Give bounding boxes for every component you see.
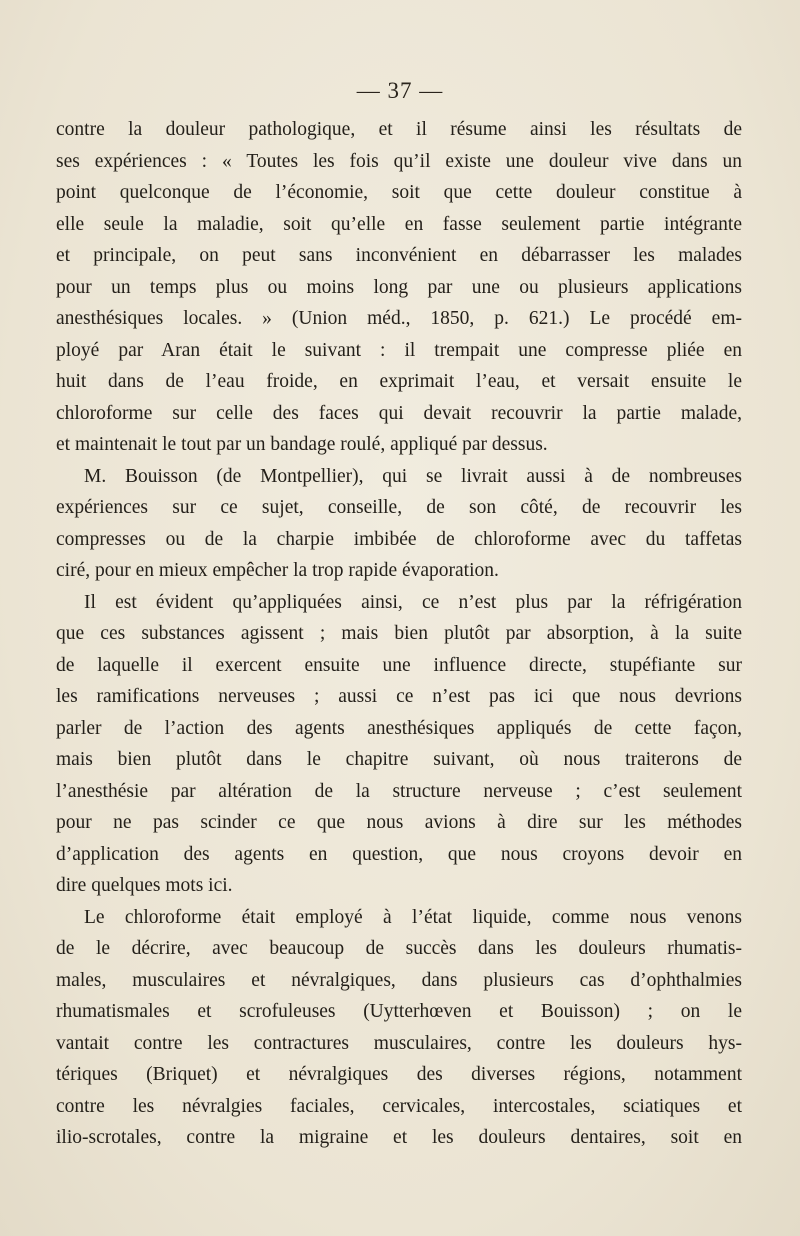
text-line: Le chloroforme était employé à l’état liquide, comme nous venons <box>84 906 742 928</box>
text-line: pour ne pas scinder ce que nous avions à dire sur les méthodes <box>56 812 742 833</box>
body-text <box>56 114 742 1154</box>
text-line: ses expériences : « Toutes les fois qu’il existe une douleur vive dans un <box>56 150 742 172</box>
text-line: chloroforme sur celle des faces qui devait recouvrir la partie malade, <box>56 402 742 424</box>
text-line: dire quelques mots ici. <box>56 875 233 896</box>
text-line: contre la douleur pathologique, et il résume ainsi les résultats de <box>56 119 742 140</box>
text-line: pour un temps plus ou moins long par une ou plusieurs applications <box>56 276 742 298</box>
paragraph <box>56 587 742 902</box>
text-line: de le décrire, avec beaucoup de succès dans les douleurs rhumatis- <box>56 938 742 959</box>
text-line: compresses ou de la charpie imbibée de chloroforme avec du taffetas <box>56 528 742 550</box>
text-line: Il est évident qu’appliquées ainsi, ce n’est plus par la réfrigération <box>84 591 742 613</box>
text-line: expériences sur ce sujet, conseille, de son côté, de recouvrir les <box>56 497 742 518</box>
text-line: huit dans de l’eau froide, en exprimait l’eau, et versait ensuite le <box>56 371 742 392</box>
text-line: vantait contre les contractures musculaires, contre les douleurs hys- <box>56 1032 742 1054</box>
text-line: rhumatismales et scrofuleuses (Uytterhœven et Bouisson) ; on le <box>56 1001 742 1022</box>
text-line: tériques (Briquet) et névralgiques des diverses régions, notamment <box>56 1064 742 1085</box>
text-line: males, musculaires et névralgiques, dans plusieurs cas d’ophthalmies <box>56 969 742 991</box>
text-line: ilio-scrotales, contre la migraine et les douleurs dentaires, soit en <box>56 1127 742 1148</box>
text-line: que ces substances agissent ; mais bien plutôt par absorption, à la suite <box>56 623 742 644</box>
text-line: et principale, on peut sans inconvénient en débarrasser les malades <box>56 245 742 266</box>
text-line: d’application des agents en question, que nous croyons devoir en <box>56 843 742 865</box>
page-number: — 37 — <box>356 78 444 103</box>
paragraph <box>56 114 742 461</box>
text-line: mais bien plutôt dans le chapitre suivant, où nous traiterons de <box>56 749 742 770</box>
text-line: ployé par Aran était le suivant : il trempait une compresse pliée en <box>56 339 742 361</box>
text-line: les ramifications nerveuses ; aussi ce n’est pas ici que nous devrions <box>56 686 742 707</box>
text-line: point quelconque de l’économie, soit que cette douleur constitue à <box>56 182 742 203</box>
text-line: M. Bouisson (de Montpellier), qui se livrait aussi à de nombreuses <box>84 465 742 487</box>
text-line: elle seule la maladie, soit qu’elle en fasse seulement partie intégrante <box>56 213 742 235</box>
text-line: contre les névralgies faciales, cervicales, intercostales, sciatiques et <box>56 1095 742 1117</box>
text-line: anesthésiques locales. » (Union méd., 1850, p. 621.) Le procédé em- <box>56 308 742 329</box>
paragraph <box>56 461 742 587</box>
text-line: l’anesthésie par altération de la structure nerveuse ; c’est seulement <box>56 780 742 802</box>
text-line: de laquelle il exercent ensuite une influence directe, stupéfiante sur <box>56 654 742 676</box>
text-line: ciré, pour en mieux empêcher la trop rapide évaporation. <box>56 560 499 581</box>
text-line: parler de l’action des agents anesthésiques appliqués de cette façon, <box>56 717 742 739</box>
text-line: et maintenait le tout par un bandage roulé, appliqué par dessus. <box>56 434 548 455</box>
paragraph <box>56 902 742 1154</box>
